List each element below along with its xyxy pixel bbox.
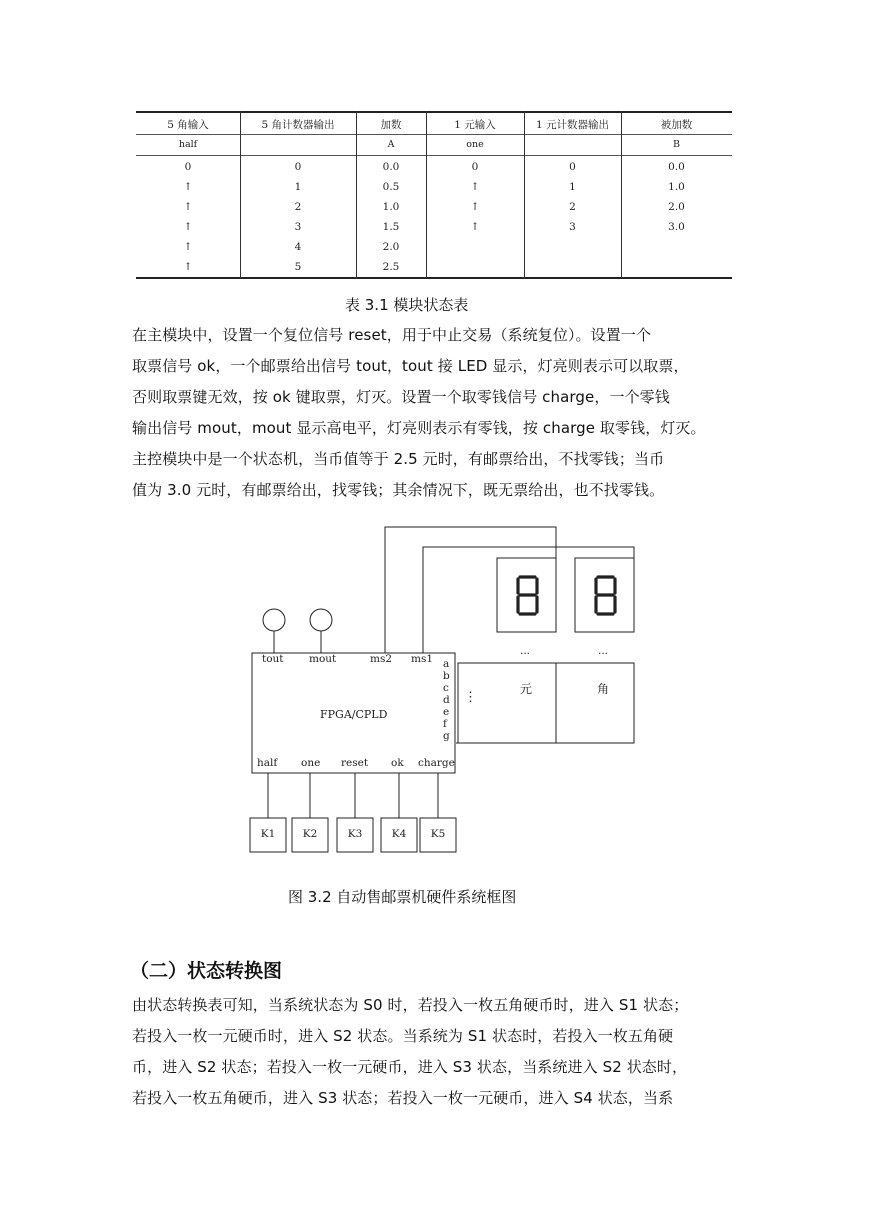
hardware-block-diagram: [240, 520, 640, 860]
table-cell: 3: [294, 221, 302, 233]
mout-led-icon: [310, 609, 332, 631]
pin-label-ms1: ms1: [411, 653, 434, 665]
paragraph-line: 否则取票键无效，按 ok 键取票，灯灭。设置一个取零钱信号 charge，一个零钱: [132, 388, 670, 406]
paragraph-line: 取票信号 ok，一个邮票给出信号 tout，tout 接 LED 显示，灯亮则表示可以取票，: [132, 357, 689, 375]
table-cell: 0: [569, 161, 576, 173]
table-cell: ↑: [183, 181, 193, 193]
pin-label-c: c: [443, 682, 449, 694]
table-col-divider: [240, 111, 241, 279]
table-cell: ↑: [470, 221, 480, 233]
section-heading: （二）状态转换图: [130, 960, 283, 982]
table-header-rule: [136, 134, 732, 135]
display-dots: ...: [520, 645, 531, 657]
table-header: 5 角输入: [167, 119, 209, 131]
key-label-k4: K4: [391, 828, 407, 840]
table-col-divider: [426, 111, 427, 279]
pin-label-f: f: [443, 718, 447, 730]
pin-label-g: g: [443, 730, 450, 742]
table-header: 1 元计数器输出: [535, 119, 610, 131]
table-cell: 1.0: [382, 201, 400, 213]
table-top-rule: [136, 111, 732, 113]
table-col-divider: [524, 111, 525, 279]
pin-label-charge: charge: [418, 757, 455, 769]
table-cell: ↑: [470, 201, 480, 213]
table-header: 加数: [380, 119, 402, 131]
diagram-wiring: [240, 520, 640, 860]
paragraph-line: 值为 3.0 元时，有邮票给出，找零钱；其余情况下，既无票给出，也不找零钱。: [132, 481, 665, 499]
table-cell: 1.5: [382, 221, 400, 233]
pin-label-e: e: [443, 706, 450, 718]
seven-segment-digit-icon: [596, 577, 615, 614]
table-cell: 0.0: [668, 161, 685, 173]
paragraph-line: 主控模块中是一个状态机，当币值等于 2.5 元时，有邮票给出，不找零钱；当币: [132, 450, 665, 468]
table-subheader: one: [466, 139, 484, 150]
table-col-divider: [356, 111, 357, 279]
table-cell: 0: [294, 161, 302, 173]
pin-label-reset: reset: [341, 757, 369, 769]
tout-led-icon: [263, 609, 285, 631]
pin-label-tout: tout: [262, 653, 284, 665]
table-cell: 0: [184, 161, 192, 173]
seven-segment-digit-icon: [518, 577, 537, 614]
table-cell: 0.0: [382, 161, 400, 173]
paragraph-line: 币，进入 S2 状态；若投入一枚一元硬币，进入 S3 状态，当系统进入 S2 状态时，: [132, 1058, 688, 1076]
table-subheader-rule: [136, 155, 732, 156]
table-cell: 0: [471, 161, 479, 173]
table-cell: 1: [569, 181, 576, 193]
table-cell: 1.0: [668, 181, 685, 193]
pin-label-ms2: ms2: [370, 653, 393, 665]
bus-dots: ⋮: [464, 690, 477, 705]
pin-label-half: half: [257, 757, 278, 769]
table-cell: ↑: [183, 221, 193, 233]
table-cell: 4: [294, 241, 302, 253]
table-cell: 1: [294, 181, 302, 193]
key-label-k2: K2: [302, 828, 318, 840]
display-label-jiao: 角: [597, 682, 610, 696]
table-cell: 2: [294, 201, 302, 213]
display-label-yuan: 元: [520, 682, 533, 696]
table-col-divider: [621, 111, 622, 279]
paragraph-line: 输出信号 mout，mout 显示高电平，灯亮则表示有零钱，按 charge 取零钱，灯灭。: [132, 419, 706, 437]
pin-label-one: one: [301, 757, 321, 769]
display-dots: ...: [598, 645, 609, 657]
table-subheader: B: [673, 139, 680, 150]
table-subheader: half: [178, 139, 198, 150]
table-header: 1 元输入: [454, 119, 496, 131]
table-cell: 0.5: [382, 181, 400, 193]
table-cell: ↑: [183, 201, 193, 213]
table-cell: ↑: [470, 181, 480, 193]
pin-label-a: a: [443, 658, 450, 670]
pin-label-ok: ok: [391, 757, 404, 769]
table-caption: 表 3.1 模块状态表: [345, 296, 469, 314]
table-header: 被加数: [660, 119, 693, 131]
table-cell: 3: [569, 221, 576, 233]
table-bottom-rule: [136, 277, 732, 279]
table-cell: 3.0: [668, 221, 685, 233]
key-label-k3: K3: [347, 828, 363, 840]
table-cell: 2: [569, 201, 576, 213]
table-cell: ↑: [183, 261, 193, 273]
paragraph-line: 由状态转换表可知，当系统状态为 S0 时，若投入一枚五角硬币时，进入 S1 状态；: [132, 996, 689, 1014]
table-subheader: A: [387, 139, 395, 150]
key-label-k5: K5: [430, 828, 446, 840]
table-cell: 5: [294, 261, 302, 273]
pin-label-d: d: [443, 694, 450, 706]
pin-label-b: b: [443, 670, 450, 682]
chip-label: FPGA/CPLD: [320, 708, 388, 721]
table-cell: 2.5: [382, 261, 400, 273]
paragraph-line: 若投入一枚五角硬币，进入 S3 状态；若投入一枚一元硬币，进入 S4 状态，当系: [132, 1089, 674, 1107]
paragraph-line: 在主模块中，设置一个复位信号 reset，用于中止交易（系统复位）。设置一个: [132, 326, 652, 344]
table-cell: ↑: [183, 241, 193, 253]
key-label-k1: K1: [260, 828, 276, 840]
table-cell: 2.0: [668, 201, 685, 213]
table-cell: 2.0: [382, 241, 400, 253]
table-header: 5 角计数器输出: [261, 119, 335, 131]
paragraph-line: 若投入一枚一元硬币时，进入 S2 状态。当系统为 S1 状态时，若投入一枚五角硬: [132, 1027, 674, 1045]
module-state-table: [136, 111, 732, 279]
pin-label-mout: mout: [309, 653, 337, 665]
figure-caption: 图 3.2 自动售邮票机硬件系统框图: [288, 888, 517, 906]
